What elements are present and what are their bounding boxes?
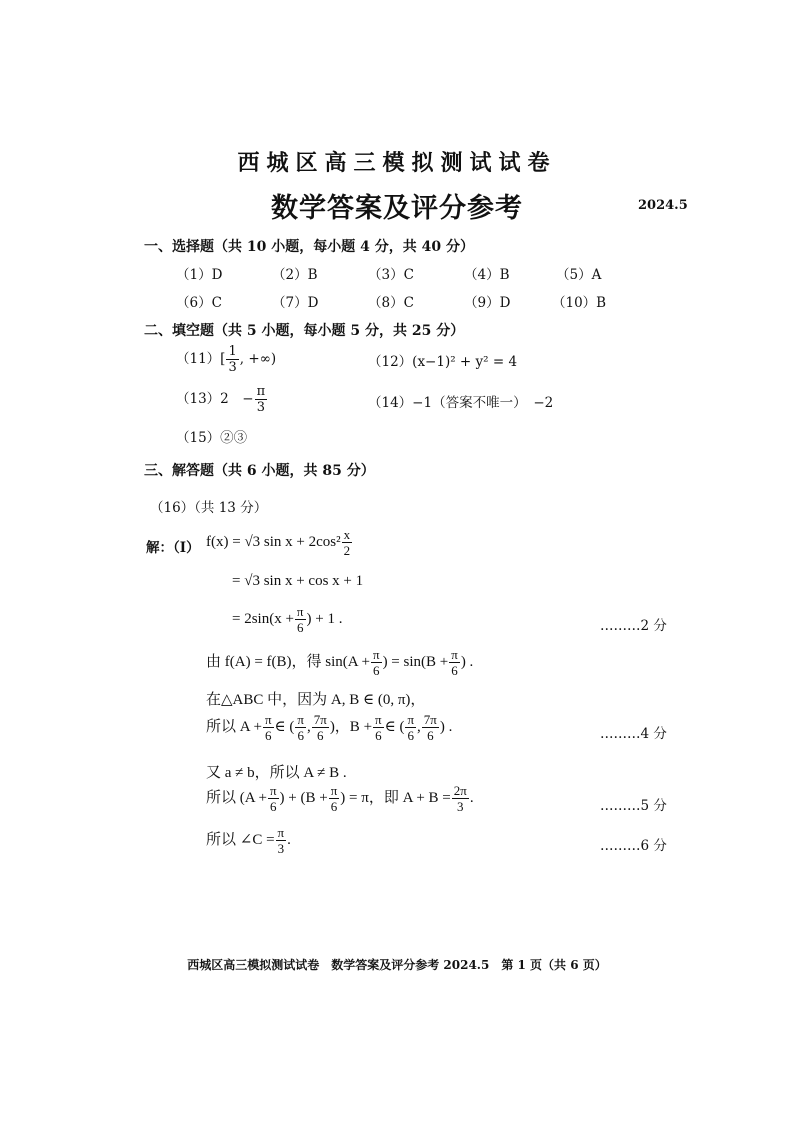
solution-line-3: = 2sin(x + $\frac{\pi}{6}$ ) + 1 . bbox=[232, 604, 343, 635]
answer-11 bbox=[176, 345, 276, 374]
exam-date: 2024.5 bbox=[638, 198, 688, 213]
solution-line-6: 所以 A + $\frac{\pi}{6}$ ∈ ( $\frac{\pi}{6}$ , $\frac{7\pi}{6}$ )，B + $\frac{\pi}{6}$ ∈ ( $\frac{\pi}{6}$ , $\frac{7\pi}{6}$ ) . bbox=[206, 712, 453, 743]
answer-6: （6）C bbox=[176, 295, 222, 311]
answer-5: （5）A bbox=[556, 267, 602, 283]
fraction-pi-sixth: $\frac{\pi}{6}$ bbox=[330, 783, 338, 814]
fraction-2pi-third: $\frac{2\pi}{3}$ bbox=[453, 783, 467, 814]
answer-1: （1）D bbox=[176, 267, 223, 283]
fraction-pi-sixth: $\frac{\pi}{6}$ bbox=[269, 783, 277, 814]
score-6: ………6 分 bbox=[600, 838, 667, 854]
fraction-pi-sixth: $\frac{\pi}{6}$ bbox=[375, 712, 382, 743]
fraction-one-third: $\frac{1}{3}$ bbox=[228, 344, 237, 375]
score-2: ………2 分 bbox=[600, 618, 667, 634]
section2-heading: 二、填空题（共 5 小题，每小题 5 分，共 25 分） bbox=[144, 323, 465, 339]
answer-13 bbox=[176, 385, 268, 414]
fraction-pi-third: $\frac{\pi}{3}$ bbox=[256, 384, 266, 415]
solution-line-9: 所以 ∠C = $\frac{\pi}{3}$ . bbox=[206, 825, 291, 856]
score-5: ………5 分 bbox=[600, 798, 667, 814]
score-4: ………4 分 bbox=[600, 726, 667, 742]
fraction-pi-sixth: $\frac{\pi}{6}$ bbox=[451, 647, 458, 678]
solution-label: 解：（Ⅰ） bbox=[146, 540, 200, 556]
solution-line-4: 由 f(A) = f(B)，得 sin(A + $\frac{\pi}{6}$ ) = sin(B + $\frac{\pi}{6}$ ) . bbox=[206, 647, 474, 678]
fraction-pi-third: $\frac{\pi}{3}$ bbox=[277, 825, 285, 856]
fraction-7pi-sixth: $\frac{7\pi}{6}$ bbox=[313, 712, 327, 743]
answer-11-rest: , +∞) bbox=[239, 351, 277, 367]
solution-line-7: 又 a ≠ b，所以 A ≠ B . bbox=[206, 765, 347, 781]
fraction-pi-sixth: $\frac{\pi}{6}$ bbox=[296, 604, 304, 635]
answer-14: （14）−1（答案不唯一） −2 bbox=[368, 395, 554, 411]
section3-heading: 三、解答题（共 6 小题，共 85 分） bbox=[144, 463, 375, 479]
answer-12: （12）(x−1)² + y² = 4 bbox=[368, 354, 518, 370]
answer-3: （3）C bbox=[368, 267, 414, 283]
fraction-pi-sixth: $\frac{\pi}{6}$ bbox=[264, 712, 272, 743]
answer-2: （2）B bbox=[272, 267, 318, 283]
page-footer: 西城区高三模拟测试试卷 数学答案及评分参考 2024.5 第 1 页（共 6 页） bbox=[187, 958, 607, 972]
fraction-7pi-sixth: $\frac{7\pi}{6}$ bbox=[423, 712, 437, 743]
answer-11-label: （11）[ bbox=[176, 351, 226, 367]
solution-line-5: 在△ABC 中，因为 A, B ∈ (0, π)， bbox=[206, 692, 426, 708]
exam-title: 西城区高三模拟测试试卷 bbox=[237, 150, 557, 176]
answer-4: （4）B bbox=[464, 267, 510, 283]
answer-8: （8）C bbox=[368, 295, 414, 311]
solution-line-1: f(x) = √3 sin x + 2cos² $\frac{x}{2}$ bbox=[206, 527, 351, 558]
fraction-pi-sixth: $\frac{\pi}{6}$ bbox=[407, 712, 415, 743]
solution-line-8: 所以 (A + $\frac{\pi}{6}$ ) + (B + $\frac{\pi}{6}$ ) = π，即 A + B = $\frac{2\pi}{3}$ . bbox=[206, 783, 474, 814]
answer-15: （15）②③ bbox=[176, 430, 248, 446]
fraction-pi-sixth: $\frac{\pi}{6}$ bbox=[372, 647, 380, 678]
answer-key-title: 数学答案及评分参考 bbox=[271, 193, 523, 224]
fraction-pi-sixth: $\frac{\pi}{6}$ bbox=[297, 712, 304, 743]
section1-heading: 一、选择题（共 10 小题，每小题 4 分，共 40 分） bbox=[144, 239, 474, 255]
solution-line-2: = √3 sin x + cos x + 1 bbox=[232, 573, 364, 589]
answer-13-label: （13）2 − bbox=[176, 391, 254, 407]
answer-10: （10）B bbox=[552, 295, 607, 311]
answer-7: （7）D bbox=[272, 295, 319, 311]
answer-9: （9）D bbox=[464, 295, 511, 311]
fraction-x-half: $\frac{x}{2}$ bbox=[343, 527, 351, 558]
question-16-heading: （16）（共 13 分） bbox=[150, 500, 268, 516]
